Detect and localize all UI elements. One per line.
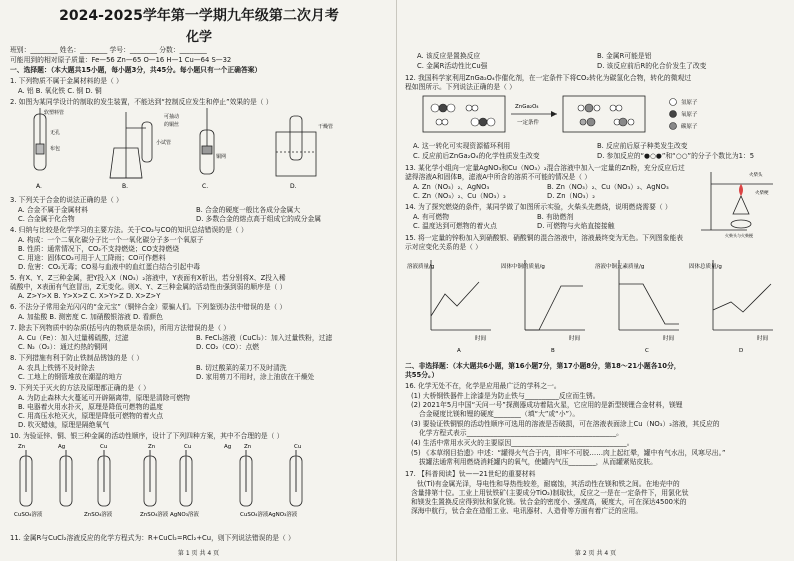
question-11-option-c: C. 金属R活动性比Cu强 (417, 62, 488, 70)
question-1-options: A. 铝 B. 氧化铁 C. 钢 D. 铜 (18, 87, 102, 95)
question-16-part-3-cont: 化学方程式表示____________________________________________。 (419, 429, 623, 437)
atomic-masses: 可能用到的相对原子质量：Fe—56 Zn—65 O—16 H—1 Cu—64 S—32 (10, 56, 232, 64)
right-column (397, 0, 794, 561)
question-14-option-a: A. 有可燃物 (413, 213, 450, 221)
q10-solution-c: ZnSO₄溶液 AgNO₃溶液 (140, 512, 199, 518)
q2-label-small-tube: 小试管 (156, 140, 172, 146)
q15-graph-d-label: D (739, 348, 744, 354)
q15-graph-b-ylabel: 固体中铜的质量/g (501, 264, 545, 270)
question-14: 14. 为了探究燃烧的条件，某同学做了如图所示实验，火柴头先燃烧，说明燃烧需要（ ） (405, 203, 672, 211)
q10-metal-zn: Zn (18, 444, 26, 450)
question-16-part-5-cont: 拔罐法通常利用燃烧消耗罐内的氧气，使罐内气压________，从而罐紧贴皮肤。 (419, 458, 657, 466)
question-8-option-c: C. 工地上的钢管堆放在潮湿的地方 (18, 373, 123, 381)
question-11-option-d: D. 该反应前后R的化合价发生了改变 (597, 62, 707, 70)
question-14-option-b: B. 有助燃剂 (537, 213, 574, 221)
q10-solution-b: ZnSO₄溶液 (84, 512, 113, 518)
question-17-text-2: 含量排第十位。工业上用钛铁矿(主要成分TiO₂)制取钛，反应之一是在一定条件下，用氯化钛 (411, 489, 689, 497)
q15-graph-c-line (619, 284, 679, 324)
question-4-option-c: C. 用途：固体CO₂可用于人工降雨；CO可作燃料 (18, 254, 166, 262)
question-7-option-a: A. Cu（Fe）：加入过量稀硫酸，过滤 (18, 334, 129, 342)
question-8: 8. 下列措施有利于防止铁制品锈蚀的是（ ） (10, 354, 144, 362)
q15-graph-a-label: A (457, 348, 461, 354)
question-12: 12. 我国科学家利用ZnGa₂O₄作催化剂，在一定条件下将CO₂转化为碳氢化合物，转化的微观过 (405, 74, 692, 82)
q15-graph-d-ylabel: 固体总质量/g (689, 264, 722, 270)
question-13-cont: 滤得溶液A和固体B，滤液A中所含的溶质不可能的情况是（ ） (405, 173, 592, 181)
question-2: 2. 如图为某同学设计的制取的发生装置，不能达到“控制反应发生和停止”效果的是（ ） (10, 98, 273, 106)
question-10: 10. 为验证锌、铜、银三种金属的活动性顺序，设计了下列四种方案，其中不合理的是（ ） (10, 432, 284, 440)
question-7-option-d: D. CO₂（CO）：点燃 (196, 343, 260, 351)
q15-graphs-figure (405, 254, 787, 356)
q15-graph-a-line (431, 282, 479, 316)
q2-option-d: D. (290, 183, 297, 190)
q12-catalyst-label: ZnGa₂O₄ (515, 104, 539, 110)
q2-option-a: A. (36, 183, 42, 190)
q10-metal-cu-3: Cu (294, 444, 302, 450)
q2-label-pullable: 可抽动 (164, 114, 180, 120)
q2-option-b: B. (122, 183, 129, 190)
q12-legend-carbon: 碳原子 (681, 124, 698, 130)
question-3: 3. 下列关于合金的说法正确的是（ ） (10, 196, 123, 204)
question-12-cont: 程如图所示。下列说法正确的是（ ） (405, 83, 516, 91)
question-12-option-a: A. 这一转化可实现资源循环利用 (413, 142, 511, 150)
q2-label-soft-tube: 软塑料管 (44, 110, 65, 116)
student-info-line: 班别：________ 姓名：________ 学号：________ 分数：________ (10, 46, 207, 54)
question-17: 17. 【科普阅读】钛——21世纪的重要材料 (405, 470, 536, 478)
q12-legend-oxygen: 氧原子 (681, 112, 698, 118)
question-4-option-b: B. 性质：通常情况下，CO₂不支持燃烧；CO支持燃烧 (18, 245, 180, 253)
question-13-option-d: D. Zn（NO₃）₂ (547, 192, 595, 200)
q15-graph-a-ylabel: 溶液质量/g (407, 264, 435, 270)
question-11: 11. 金属R与CuCl₂溶液反应的化学方程式为：R+CuCl₂=RCl₂+Cu，则下列说法错误的是（ ） (10, 534, 295, 542)
question-3-option-c: C. 合金属于化合物 (18, 215, 75, 223)
page-footer-left: 第 1 页 共 4 页 (177, 550, 220, 557)
q12-microprocess-figure (413, 94, 773, 136)
question-7-option-b: B. FeCl₂溶液（CuCl₂）：加入过量铁粉，过滤 (196, 334, 333, 342)
q15-graph-c-label: C (645, 348, 649, 354)
question-9-option-a: A. 为防止森林大火蔓延可开辟隔离带，原理是清除可燃物 (18, 394, 190, 402)
question-6-options: A. 加盐酸 B. 测密度 C. 加硝酸银溶液 D. 看颜色 (18, 313, 163, 321)
question-16: 16. 化学无处不在，化学是应用最广泛的学科之一。 (405, 382, 561, 390)
question-16-part-1: (1) 大桥钢铁器件上涂漆是为防止铁与__________反应而生锈。 (411, 392, 600, 400)
question-1: 1. 下列物质不属于金属材料的是（ ） (10, 77, 123, 85)
q15-graph-d-line (713, 284, 771, 312)
question-9: 9. 下列关于灭火的方法及原理都正确的是（ ） (10, 384, 150, 392)
q14-label-match-stick: 火柴梗 (755, 191, 769, 196)
q2-label-copper-mesh: 铜网 (216, 154, 227, 160)
question-12-option-b: B. 反应前后原子种类发生改变 (597, 142, 688, 150)
q10-metal-ag: Ag (58, 444, 66, 450)
q14-label-caption: 火柴头与火柴梗 (725, 233, 753, 238)
question-12-option-d: D. 参加反应的“●○●”和“○○”的分子个数比为1：5 (597, 152, 755, 160)
question-13-option-a: A. Zn（NO₃）₂、AgNO₃ (413, 183, 490, 191)
q2-label-copper-wire: 的铜丝 (164, 122, 180, 128)
question-14-option-d: D. 可燃物与火焰直接接触 (537, 222, 615, 230)
question-5-cont: 硫酸中，X表面有气泡冒出，Z无变化。则X、Y、Z三种金属的活动性由强到弱的顺序是（ ） (10, 283, 287, 291)
q15-graph-a-xlabel: 时间 (475, 336, 487, 342)
question-16-part-2: (2) 2021年5月中国“天问一号”探测器成功着陆火星，它应用的是新型镁锂合金材料，镁锂 (411, 401, 683, 409)
question-15-cont: 示对应变化关系的是（ ） (405, 243, 482, 251)
question-16-part-5: (5) 《本草纲目拾遗》中述：“罐得火气合于内，即牢不可脱……肉上起红晕，罐中有气水出，风寒尽出。” (411, 449, 726, 457)
q10-metal-cu-1: Cu (100, 444, 108, 450)
question-13: 13. 某化学小组向一定量AgNO₃和Cu（NO₃）₂混合溶液中加入一定量的Zn粉，充分反应后过 (405, 164, 685, 172)
question-9-option-b: B. 电器着火用水扑灭，原理是降低可燃物的温度 (18, 403, 163, 411)
q10-metal-zn-2: Zn (148, 444, 156, 450)
question-3-option-d: D. 多数合金的熔点高于组成它的成分金属 (196, 215, 322, 223)
question-3-option-a: A. 合金不属于金属材料 (18, 206, 89, 214)
question-9-option-c: C. 用高压水枪灭火，原理是降低可燃物的着火点 (18, 412, 164, 420)
q2-label-no-hole: 无孔 (50, 130, 61, 136)
exam-title: 2024-2025学年第一学期九年级第二次月考 (59, 8, 339, 24)
question-4-option-a: A. 构成：一个二氧化碳分子比一个一氧化碳分子多一个氧原子 (18, 236, 204, 244)
q10-metal-ag-2: Ag (224, 444, 232, 450)
q15-graph-d-xlabel: 时间 (757, 336, 769, 342)
question-6: 6. 不法分子常用金光闪闪的“金元宝”（铜锌合金）蒙骗人们。下列鉴别办法中错误的是（ ） (10, 303, 287, 311)
question-8-option-b: B. 切过酸菜的菜刀不及时清洗 (196, 364, 287, 372)
q14-label-match-head: 火柴头 (749, 173, 763, 178)
q10-solution-a: CuSO₄溶液 (14, 512, 43, 518)
q2-label-drying-tube: 干燥管 (318, 124, 334, 130)
question-3-option-b: B. 合金的硬度一般比各成分金属大 (196, 206, 301, 214)
q15-graph-b-xlabel: 时间 (569, 336, 581, 342)
question-11-option-b: B. 金属R可能是铝 (597, 52, 652, 60)
question-5-options: A. Z>Y>X B. Y>X>Z C. X>Y>Z D. X>Z>Y (18, 292, 161, 300)
question-8-option-d: D. 家用剪刀不用时，涂上油放在干燥处 (196, 373, 315, 381)
question-7-option-c: C. N₂（O₂）：通过灼热的铜网 (18, 343, 108, 351)
question-13-option-c: C. Zn（NO₃）₂、Cu（NO₃）₂ (413, 192, 506, 200)
question-14-option-c: C. 温度达到可燃物的着火点 (413, 222, 497, 230)
q2-option-c: C. (202, 183, 209, 190)
question-17-text-1: 钛(Ti)有金属光泽，导电性和导热性较差，耐腐蚀，其活动性在镁和铁之间。在地壳中的 (417, 480, 680, 488)
question-16-part-3: (3) 要验证铁铜银的活动性顺序可选用的溶液是否破损，可在溶液表面涂上Cu（NO₃）₂溶液，其反应的 (411, 420, 720, 428)
question-13-option-b: B. Zn（NO₃）₂、Cu（NO₃）₂、AgNO₃ (547, 183, 669, 191)
question-9-option-d: D. 吹灭蜡烛，原理是隔绝氧气 (18, 421, 110, 429)
q15-graph-c-xlabel: 时间 (663, 336, 675, 342)
section-1-heading: 一、选择题：（本大题共15小题，每小题3分，共45分。每小题只有一个正确答案） (10, 66, 262, 74)
q15-graph-b-line (525, 286, 583, 330)
question-12-option-c: C. 反应前后ZnGa₂O₄的化学性质发生改变 (413, 152, 540, 160)
q15-graph-b-label: B (551, 348, 555, 354)
q14-match-figure (697, 166, 789, 238)
question-7: 7. 除去下列物质中的杂质(括号内的物质是杂质)，所用方法错误的是（ ） (10, 324, 231, 332)
q10-test-tube-figure (14, 442, 344, 524)
exam-subject: 化学 (185, 30, 212, 45)
section-2-heading: 二、非选择题：（本大题共6小题，第16小题7分，第17小题8分，第18～21小题各10分， (405, 362, 681, 370)
question-8-option-a: A. 农具上铁锈不及时除去 (18, 364, 95, 372)
question-17-text-4: 深海中航行，钛合金在造船工业、电讯器材、人造骨等方面有着广泛的应用。 (411, 507, 643, 515)
q2-apparatus-figure (14, 108, 344, 192)
q15-graph-c-ylabel: 溶液中铜元素质量/g (595, 264, 645, 270)
q10-solution-d: CuSO₄溶液AgNO₃溶液 (240, 512, 298, 518)
q2-label-cloth-bag: 布包 (50, 146, 61, 152)
q10-metal-zn-3: Zn (244, 444, 252, 450)
q12-condition-label: 一定条件 (517, 120, 540, 126)
question-4: 4. 归纳与比较是化学学习的主要方法。关于CO₂与CO的知识总结错误的是（ ） (10, 226, 248, 234)
question-16-part-2-cont: 合金硬度比镁和锂的硬度________（填“大”或“小”）。 (419, 410, 580, 418)
question-15: 15. 将一定量的锌粉加入到硝酸银、硝酸铜的混合溶液中，溶液最终变为无色。下列图象能表 (405, 234, 684, 242)
question-5: 5. 有X、Y、Z三种金属，把Y投入X（NO₃）₂溶液中，Y表面有X析出，若分别将X、Z投入稀 (10, 274, 286, 282)
q12-legend-hydrogen: 氢原子 (681, 100, 698, 106)
question-16-part-4: (4) 生活中常用水灭火的主要原因__________________________________。 (411, 439, 634, 447)
question-4-option-d: D. 危害：CO₂无毒；CO易与血液中的血红蛋白结合引起中毒 (18, 263, 201, 271)
question-11-option-a: A. 该反应是置换反应 (417, 52, 481, 60)
question-17-text-3: 和镁发生置换反应得到钛和氯化镁。钛合金的密度小、强度高，硬度大，可在深达4500米的 (411, 498, 687, 506)
page-footer-right: 第 2 页 共 4 页 (574, 550, 617, 557)
section-2-heading-cont: 共55分。） (405, 371, 439, 379)
q10-metal-cu-2: Cu (184, 444, 192, 450)
